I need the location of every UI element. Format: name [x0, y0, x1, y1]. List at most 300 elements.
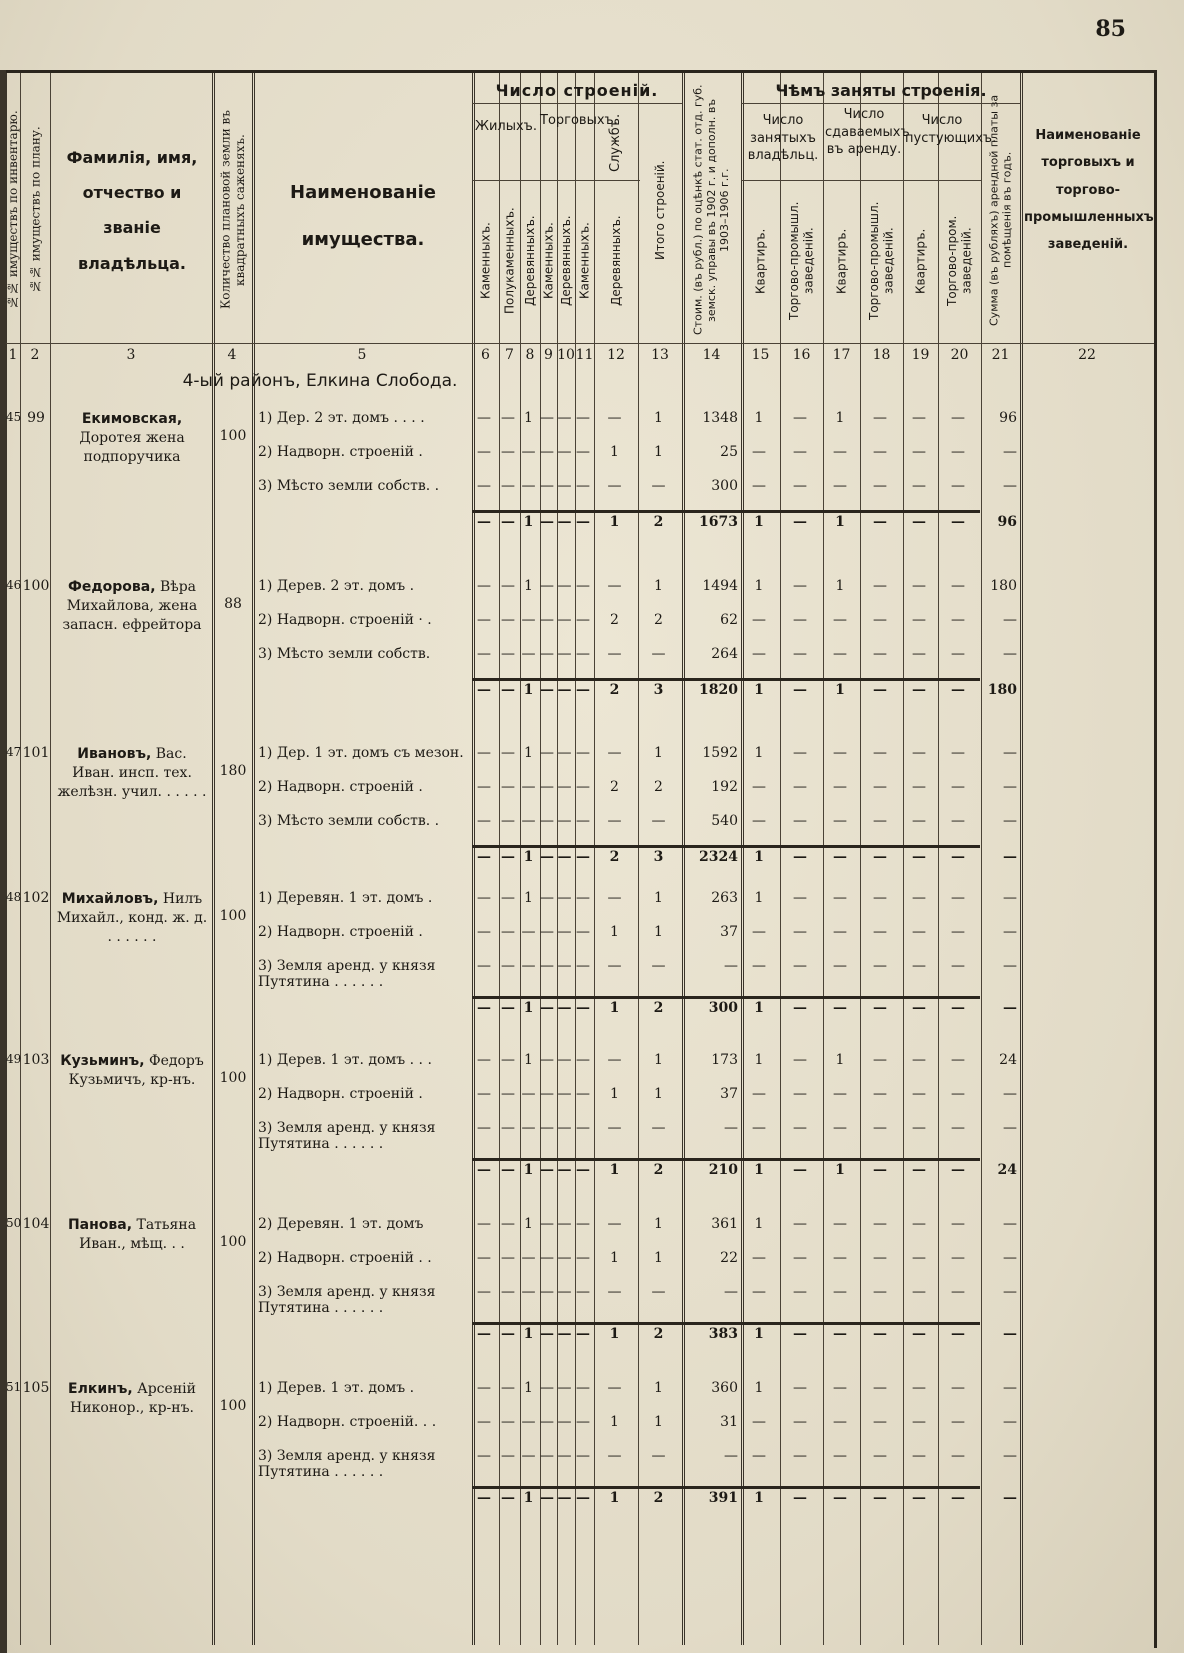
cell-c9: — — [540, 444, 554, 460]
cell-c21: — — [1003, 1086, 1017, 1102]
total-c9: — — [540, 682, 554, 698]
cell-c15: — — [752, 612, 766, 628]
cell-c21: — — [1003, 1380, 1017, 1396]
total-c17: — — [833, 1000, 847, 1016]
cell-c21: — — [1003, 646, 1017, 662]
column-number: 11 — [575, 347, 594, 363]
total-c20: — — [951, 849, 965, 865]
cell-c20: — — [951, 478, 965, 494]
cell-c10: — — [557, 1052, 572, 1068]
subtotal-rule — [472, 996, 980, 999]
subtotal-rule — [472, 1322, 980, 1325]
cell-c13: 1 — [654, 1380, 663, 1396]
cell-c7: — — [501, 958, 515, 974]
cell-c14: 192 — [711, 779, 738, 795]
total-c11: — — [576, 682, 590, 698]
total-c14: 300 — [708, 1000, 738, 1016]
cell-c9: — — [540, 646, 554, 662]
cell-c16: — — [793, 1414, 807, 1430]
cell-c9: — — [540, 1448, 554, 1464]
cell-c11: — — [576, 1086, 590, 1102]
cell-c16: — — [793, 1120, 807, 1136]
cell-c12: — — [607, 1380, 622, 1396]
cell-c8: — — [521, 779, 536, 795]
cell-c21: — — [1003, 612, 1017, 628]
header-residential: Жилыхъ. — [474, 119, 538, 134]
total-c16: — — [793, 514, 807, 530]
cell-c14: 37 — [720, 924, 738, 940]
cell-c14: 300 — [711, 478, 738, 494]
owner-details: Арсеній Никонор., кр-нъ. — [70, 1381, 196, 1416]
property-item: 2) Надворн. строеній . — [258, 444, 423, 460]
property-item: 3) Земля аренд. у князя Путятина . . . . . . — [258, 1448, 436, 1481]
total-c11: — — [576, 849, 590, 865]
cell-c14: 263 — [711, 890, 738, 906]
plot-area: 88 — [224, 596, 242, 612]
cell-c21: — — [1003, 478, 1017, 494]
owner-name — [54, 1380, 210, 1418]
cell-c9: — — [540, 1284, 554, 1300]
owner-details: Вас. Иван. инсп. тех. желѣзн. учил. . . . . . — [57, 746, 207, 800]
cell-c10: — — [557, 1380, 572, 1396]
column-number: 3 — [126, 347, 136, 363]
cell-c20: — — [951, 444, 965, 460]
total-c12: 1 — [609, 1162, 620, 1178]
header-c13: Итого строеній. — [652, 160, 667, 260]
header-col1: №№ имуществъ по инвентарю. — [5, 110, 20, 310]
cell-c12: — — [607, 1448, 622, 1464]
property-item: 2) Деревян. 1 эт. домъ — [258, 1216, 424, 1232]
total-c14: 2324 — [699, 849, 738, 865]
header-c18: Торгово-промышл. заведеній. — [867, 201, 896, 321]
cell-c6: — — [477, 779, 491, 795]
total-c15: 1 — [754, 1490, 764, 1506]
cell-c7: — — [501, 444, 515, 460]
cell-c18: — — [873, 1120, 887, 1136]
cell-c21: — — [1003, 444, 1017, 460]
cell-c19: — — [912, 1414, 926, 1430]
cell-c6: — — [477, 813, 491, 829]
cell-c9: — — [540, 1052, 554, 1068]
cell-c7: — — [501, 410, 515, 426]
cell-c18: — — [873, 410, 887, 426]
cell-c13: 2 — [654, 612, 663, 628]
cell-c16: — — [793, 444, 807, 460]
cell-c19: — — [912, 478, 926, 494]
owner-details: Федоръ Кузьмичъ, кр-нъ. — [68, 1053, 204, 1088]
total-c10: — — [557, 1162, 572, 1178]
cell-c17: — — [833, 779, 847, 795]
cell-c6: — — [477, 745, 491, 761]
total-c15: 1 — [754, 1326, 764, 1342]
cell-c11: — — [576, 1414, 590, 1430]
cell-c9: — — [540, 1120, 554, 1136]
cell-c16: — — [793, 478, 807, 494]
cell-c19: — — [912, 612, 926, 628]
cell-c11: — — [576, 779, 590, 795]
plan-number: 99 — [27, 410, 45, 426]
total-c13: 2 — [653, 514, 664, 530]
cell-c6: — — [477, 924, 491, 940]
cell-c11: — — [576, 890, 590, 906]
cell-c9: — — [540, 813, 554, 829]
inventory-number: 46 — [6, 578, 22, 592]
total-c20: — — [951, 682, 965, 698]
cell-c6: — — [477, 578, 491, 594]
column-number: 18 — [872, 347, 891, 363]
cell-c18: — — [873, 578, 887, 594]
total-c17: — — [833, 1326, 847, 1342]
cell-c13: — — [651, 478, 666, 494]
header-c9: Каменныхъ. — [541, 222, 556, 300]
cell-c6: — — [477, 1414, 491, 1430]
total-c8: 1 — [523, 1162, 534, 1178]
cell-c19: — — [912, 958, 926, 974]
cell-c17: — — [833, 1414, 847, 1430]
total-c9: — — [540, 1490, 554, 1506]
cell-c6: — — [477, 1250, 491, 1266]
header-group-buildings: Число строеній. — [495, 81, 659, 100]
cell-c20: — — [951, 410, 965, 426]
cell-c13: 1 — [654, 1086, 663, 1102]
total-c21: 24 — [997, 1162, 1017, 1178]
cell-c9: — — [540, 1216, 554, 1232]
cell-c19: — — [912, 444, 926, 460]
cell-c8: — — [521, 1250, 536, 1266]
cell-c8: 1 — [524, 1216, 533, 1232]
cell-c8: 1 — [524, 410, 533, 426]
cell-c6: — — [477, 1284, 491, 1300]
cell-c7: — — [501, 646, 515, 662]
cell-c21: — — [1003, 1414, 1017, 1430]
cell-c8: — — [521, 958, 536, 974]
cell-c15: — — [752, 1284, 766, 1300]
cell-c12: — — [607, 1284, 622, 1300]
cell-c20: — — [951, 890, 965, 906]
header-rule — [741, 180, 981, 181]
cell-c16: — — [793, 1216, 807, 1232]
cell-c8: 1 — [524, 745, 533, 761]
cell-c20: — — [951, 1086, 965, 1102]
cell-c18: — — [873, 646, 887, 662]
cell-c19: — — [912, 1216, 926, 1232]
owner-details: Нилъ Михайл., конд. ж. д. . . . . . . — [56, 891, 208, 945]
cell-c16: — — [793, 578, 807, 594]
property-item: 1) Дер. 1 эт. домъ съ мезон. — [258, 745, 464, 761]
total-c7: — — [501, 1326, 515, 1342]
cell-c11: — — [576, 1380, 590, 1396]
cell-c12: — — [607, 890, 622, 906]
cell-c14: 540 — [711, 813, 738, 829]
cell-c9: — — [540, 1414, 554, 1430]
cell-c12: — — [607, 958, 622, 974]
cell-c21: — — [1003, 813, 1017, 829]
cell-c12: 1 — [610, 1250, 619, 1266]
plan-number: 100 — [22, 578, 50, 594]
total-c9: — — [540, 1162, 554, 1178]
total-c9: — — [540, 514, 554, 530]
cell-c14: — — [724, 1448, 738, 1464]
page-number: 85 — [1095, 16, 1126, 42]
cell-c11: — — [576, 813, 590, 829]
plot-area: 100 — [219, 908, 247, 924]
total-c14: 1673 — [699, 514, 738, 530]
cell-c8: 1 — [524, 578, 533, 594]
cell-c18: — — [873, 1250, 887, 1266]
cell-c10: — — [557, 478, 572, 494]
cell-c14: 361 — [711, 1216, 738, 1232]
cell-c15: 1 — [754, 1052, 764, 1068]
subtotal-rule — [472, 845, 980, 848]
total-c17: — — [833, 1490, 847, 1506]
cell-c20: — — [951, 958, 965, 974]
total-c19: — — [912, 682, 926, 698]
cell-c10: — — [557, 890, 572, 906]
cell-c15: — — [752, 924, 766, 940]
cell-c10: — — [557, 813, 572, 829]
cell-c15: — — [752, 813, 766, 829]
cell-c7: — — [501, 779, 515, 795]
cell-c7: — — [501, 813, 515, 829]
total-c9: — — [540, 849, 554, 865]
cell-c12: — — [607, 578, 622, 594]
cell-c21: — — [1003, 779, 1017, 795]
cell-c19: — — [912, 646, 926, 662]
total-c14: 391 — [708, 1490, 738, 1506]
plot-area: 100 — [219, 1070, 247, 1086]
total-c16: — — [793, 682, 807, 698]
property-item: 3) Земля аренд. у князя Путятина . . . . . . — [258, 1120, 436, 1153]
cell-c16: — — [793, 1052, 807, 1068]
column-number: 22 — [1078, 347, 1096, 363]
cell-c20: — — [951, 612, 965, 628]
total-c6: — — [477, 1326, 491, 1342]
cell-c11: — — [576, 1052, 590, 1068]
plot-area: 180 — [219, 763, 247, 779]
cell-c17: — — [833, 1120, 847, 1136]
cell-c13: 1 — [654, 745, 663, 761]
total-c21: — — [1003, 1490, 1017, 1506]
cell-c13: — — [651, 813, 666, 829]
cell-c21: — — [1003, 958, 1017, 974]
property-item: 2) Надворн. строеній . — [258, 1086, 423, 1102]
header-col3: Фамилія, имя, отчество и званіе владѣльца. — [66, 148, 198, 273]
header-rule — [741, 103, 1020, 104]
cell-c11: — — [576, 444, 590, 460]
cell-c20: — — [951, 1414, 965, 1430]
cell-c8: — — [521, 646, 536, 662]
header-trade: Торговыхъ. — [540, 113, 618, 128]
property-item: 1) Дер. 2 эт. домъ . . . . — [258, 410, 425, 426]
owner-surname: Кузьминъ, — [60, 1053, 145, 1069]
header-c14: Стоим. (въ рубл.) по оцѣнкѣ стат. отд. губ. земск. управы въ 1902 г. и дополн. въ 1903–1906 г.г. — [691, 84, 732, 336]
cell-c11: — — [576, 745, 590, 761]
cell-c11: — — [576, 1120, 590, 1136]
total-c17: — — [833, 849, 847, 865]
cell-c10: — — [557, 1086, 572, 1102]
cell-c19: — — [912, 1086, 926, 1102]
cell-c12: — — [607, 813, 622, 829]
total-c7: — — [501, 1000, 515, 1016]
total-c6: — — [477, 1162, 491, 1178]
owner-surname: Федорова, — [67, 579, 156, 595]
column-number: 15 — [751, 347, 770, 363]
cell-c9: — — [540, 890, 554, 906]
total-c16: — — [793, 1000, 807, 1016]
plan-number: 101 — [22, 745, 50, 761]
cell-c8: — — [521, 813, 536, 829]
header-bottom-rule — [6, 343, 1154, 344]
property-item: 3) Мѣсто земли собств. . — [258, 813, 440, 829]
cell-c10: — — [557, 745, 572, 761]
header-c6: Каменныхъ. — [478, 222, 493, 300]
cell-c17: 1 — [835, 578, 845, 594]
cell-c14: — — [724, 958, 738, 974]
total-c15: 1 — [754, 1000, 764, 1016]
cell-c18: — — [873, 924, 887, 940]
cell-c9: — — [540, 745, 554, 761]
cell-c12: 1 — [610, 444, 619, 460]
cell-c14: — — [724, 1284, 738, 1300]
column-number: 17 — [832, 347, 851, 363]
cell-c17: — — [833, 1250, 847, 1266]
cell-c10: — — [557, 958, 572, 974]
cell-c18: — — [873, 1052, 887, 1068]
cell-c8: 1 — [524, 890, 533, 906]
cell-c9: — — [540, 578, 554, 594]
cell-c7: — — [501, 1448, 515, 1464]
cell-c15: — — [752, 1086, 766, 1102]
cell-c20: — — [951, 1120, 965, 1136]
cell-c11: — — [576, 478, 590, 494]
cell-c13: — — [651, 1120, 666, 1136]
header-c10: Деревянныхъ. — [558, 215, 573, 307]
property-item: 2) Надворн. строеній . — [258, 779, 423, 795]
total-c13: 2 — [653, 1162, 664, 1178]
cell-c16: — — [793, 1250, 807, 1266]
total-c7: — — [501, 682, 515, 698]
cell-c18: — — [873, 1086, 887, 1102]
total-c12: 2 — [609, 682, 620, 698]
cell-c7: — — [501, 578, 515, 594]
cell-c13: — — [651, 1284, 666, 1300]
cell-c18: — — [873, 1284, 887, 1300]
total-c13: 2 — [653, 1000, 664, 1016]
cell-c13: — — [651, 1448, 666, 1464]
plan-number: 103 — [22, 1052, 50, 1068]
inventory-number: 51 — [6, 1380, 22, 1394]
cell-c9: — — [540, 1380, 554, 1396]
cell-c21: — — [1003, 1120, 1017, 1136]
column-number: 21 — [991, 347, 1010, 363]
cell-c6: — — [477, 1380, 491, 1396]
cell-c6: — — [477, 410, 491, 426]
total-c20: — — [951, 1490, 965, 1506]
total-c10: — — [557, 514, 572, 530]
header-c7: Полукаменныхъ. — [502, 207, 517, 315]
cell-c16: — — [793, 410, 807, 426]
column-number: 7 — [505, 347, 514, 363]
subtotal-rule — [472, 678, 980, 681]
column-number: 2 — [30, 347, 40, 363]
cell-c7: — — [501, 612, 515, 628]
cell-c19: — — [912, 1120, 926, 1136]
total-c16: — — [793, 1162, 807, 1178]
cell-c11: — — [576, 1250, 590, 1266]
cell-c12: — — [607, 745, 622, 761]
header-c11: Каменныхъ. — [577, 222, 592, 300]
plot-area: 100 — [219, 1234, 247, 1250]
cell-c13: — — [651, 958, 666, 974]
cell-c16: — — [793, 1086, 807, 1102]
plot-area: 100 — [219, 1398, 247, 1414]
cell-c21: — — [1003, 890, 1017, 906]
inventory-number: 47 — [6, 745, 22, 759]
owner-surname: Михайловъ, — [61, 891, 159, 907]
header-col4: Количество плановой земли въ квадратныхъ саженяхъ. — [218, 110, 247, 310]
cell-c11: — — [576, 646, 590, 662]
cell-c11: — — [576, 612, 590, 628]
owner-details: Татьяна Иван., мѣщ. . . — [79, 1217, 197, 1252]
total-c6: — — [477, 849, 491, 865]
total-c21: 180 — [987, 682, 1017, 698]
subtotal-rule — [472, 1158, 980, 1161]
cell-c19: — — [912, 779, 926, 795]
cell-c7: — — [501, 478, 515, 494]
total-c18: — — [873, 1000, 887, 1016]
cell-c14: 31 — [720, 1414, 738, 1430]
cell-c7: — — [501, 1250, 515, 1266]
cell-c16: — — [793, 1284, 807, 1300]
plot-area: 100 — [219, 428, 247, 444]
cell-c21: — — [1003, 1250, 1017, 1266]
cell-c7: — — [501, 1086, 515, 1102]
district-title: 4-ый районъ, Елкина Слобода. — [182, 371, 458, 391]
cell-c11: — — [576, 1448, 590, 1464]
owner-name — [54, 410, 210, 467]
cell-c18: — — [873, 612, 887, 628]
cell-c14: 1348 — [702, 410, 738, 426]
header-col2: №№ имуществъ по плану. — [28, 126, 43, 294]
owner-name — [54, 1216, 210, 1254]
total-c8: 1 — [523, 1326, 534, 1342]
total-c7: — — [501, 849, 515, 865]
cell-c20: — — [951, 779, 965, 795]
header-owner-occupied: Число занятыхъ владѣльц. — [747, 113, 819, 164]
total-c18: — — [873, 1326, 887, 1342]
total-c12: 1 — [609, 1326, 620, 1342]
subtotal-rule — [472, 510, 980, 513]
cell-c6: — — [477, 1120, 491, 1136]
cell-c7: — — [501, 924, 515, 940]
cell-c12: 1 — [610, 1414, 619, 1430]
property-item: 3) Земля аренд. у князя Путятина . . . . . . — [258, 958, 436, 991]
cell-c18: — — [873, 1448, 887, 1464]
cell-c14: 264 — [711, 646, 738, 662]
cell-c17: — — [833, 745, 847, 761]
cell-c10: — — [557, 924, 572, 940]
cell-c7: — — [501, 1120, 515, 1136]
cell-c10: — — [557, 779, 572, 795]
owner-details: Вѣра Михайлова, жена запасн. ефрейтора — [62, 579, 202, 633]
cell-c17: — — [833, 924, 847, 940]
cell-c15: 1 — [754, 410, 764, 426]
cell-c6: — — [477, 1052, 491, 1068]
cell-c17: — — [833, 1380, 847, 1396]
cell-c13: 1 — [654, 1414, 663, 1430]
cell-c8: 1 — [524, 1052, 533, 1068]
cell-c7: — — [501, 1380, 515, 1396]
